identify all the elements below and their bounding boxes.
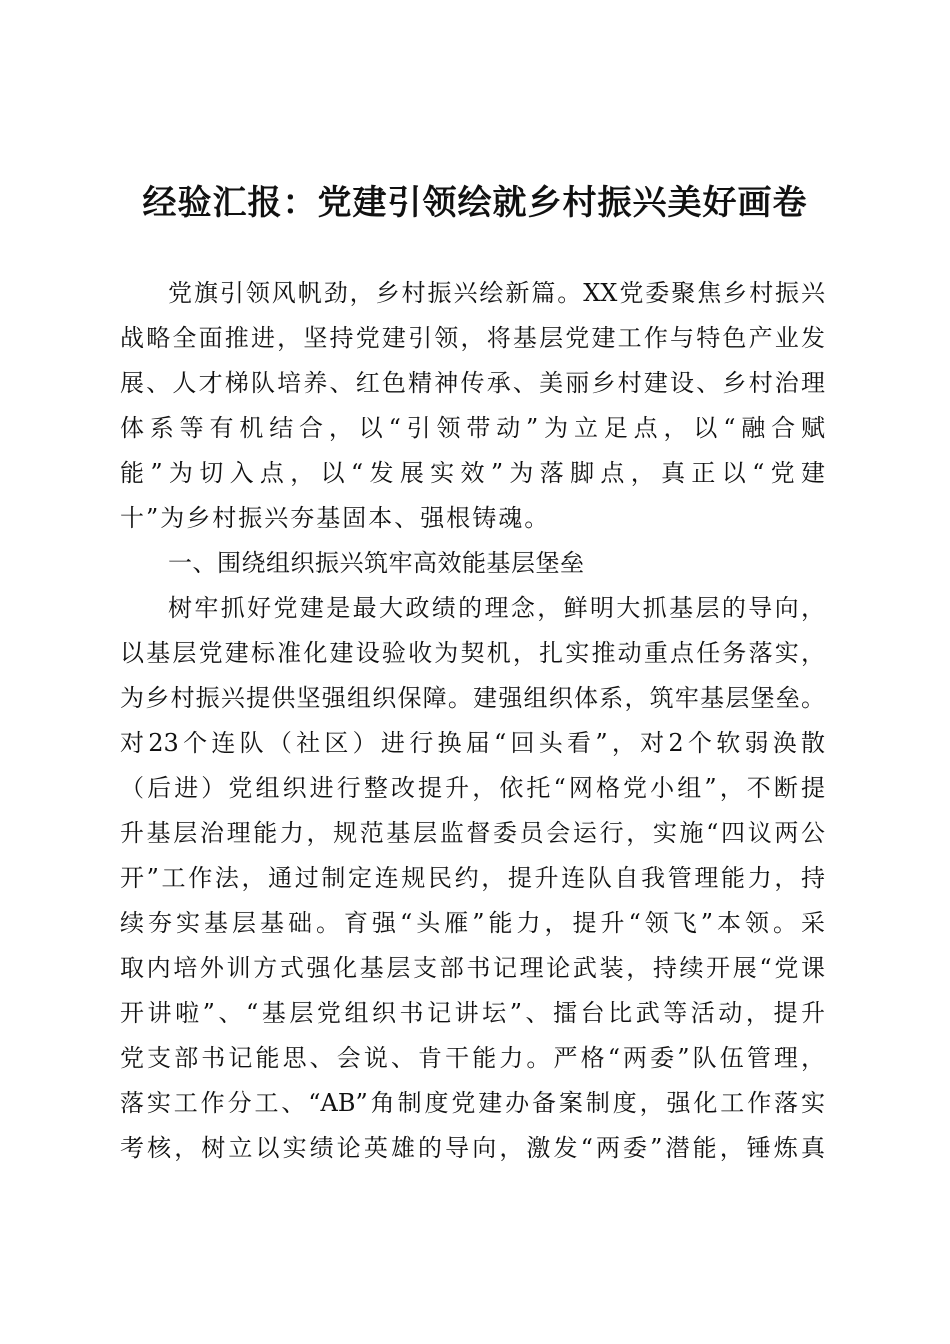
section1-line-11: 党支部书记能思、会说、肯干能力。严格“两委”队伍管理， bbox=[120, 1044, 825, 1072]
intro-line-5: 能”为切入点，以“发展实效”为落脚点，真正以“党建 bbox=[120, 459, 825, 487]
section1-line-10: 开讲啦”、“基层党组织书记讲坛”、擂台比武等活动，提升 bbox=[120, 999, 825, 1027]
section1-line-9: 取内培外训方式强化基层支部书记理论武装，持续开展“党课 bbox=[120, 954, 825, 982]
intro-line-2: 战略全面推进，坚持党建引领，将基层党建工作与特色产业发 bbox=[120, 324, 825, 352]
intro-line-6: 十”为乡村振兴夯基固本、强根铸魂。 bbox=[120, 504, 551, 532]
section1-line-12: 落实工作分工、“AB”角制度党建办备案制度，强化工作落实 bbox=[120, 1089, 825, 1117]
section-heading-1: 一、围绕组织振兴筑牢高效能基层堡垒 bbox=[168, 549, 585, 577]
section1-line-2: 以基层党建标准化建设验收为契机，扎实推动重点任务落实， bbox=[120, 639, 825, 667]
section1-line-7: 开”工作法，通过制定连规民约，提升连队自我管理能力，持 bbox=[120, 864, 825, 892]
section1-line-5: （后进）党组织进行整改提升，依托“网格党小组”，不断提 bbox=[120, 774, 825, 802]
document-title: 经验汇报：党建引领绘就乡村振兴美好画卷 bbox=[142, 183, 808, 223]
section1-line-3: 为乡村振兴提供坚强组织保障。建强组织体系，筑牢基层堡垒。 bbox=[120, 684, 825, 712]
section1-line-13: 考核，树立以实绩论英雄的导向，激发“两委”潜能，锤炼真 bbox=[120, 1134, 825, 1162]
intro-line-1: 党旗引领风帆劲，乡村振兴绘新篇。XX党委聚焦乡村振兴 bbox=[168, 279, 825, 307]
section1-line-4: 对23个连队（社区）进行换届“回头看”，对2个软弱涣散 bbox=[120, 729, 825, 757]
section1-line-1: 树牢抓好党建是最大政绩的理念，鲜明大抓基层的导向， bbox=[168, 594, 825, 622]
section1-line-6: 升基层治理能力，规范基层监督委员会运行，实施“四议两公 bbox=[120, 819, 825, 847]
intro-line-3: 展、人才梯队培养、红色精神传承、美丽乡村建设、乡村治理 bbox=[120, 369, 825, 397]
section1-line-8: 续夯实基层基础。育强“头雁”能力，提升“领飞”本领。采 bbox=[120, 909, 825, 937]
intro-line-4: 体系等有机结合，以“引领带动”为立足点，以“融合赋 bbox=[120, 414, 825, 442]
